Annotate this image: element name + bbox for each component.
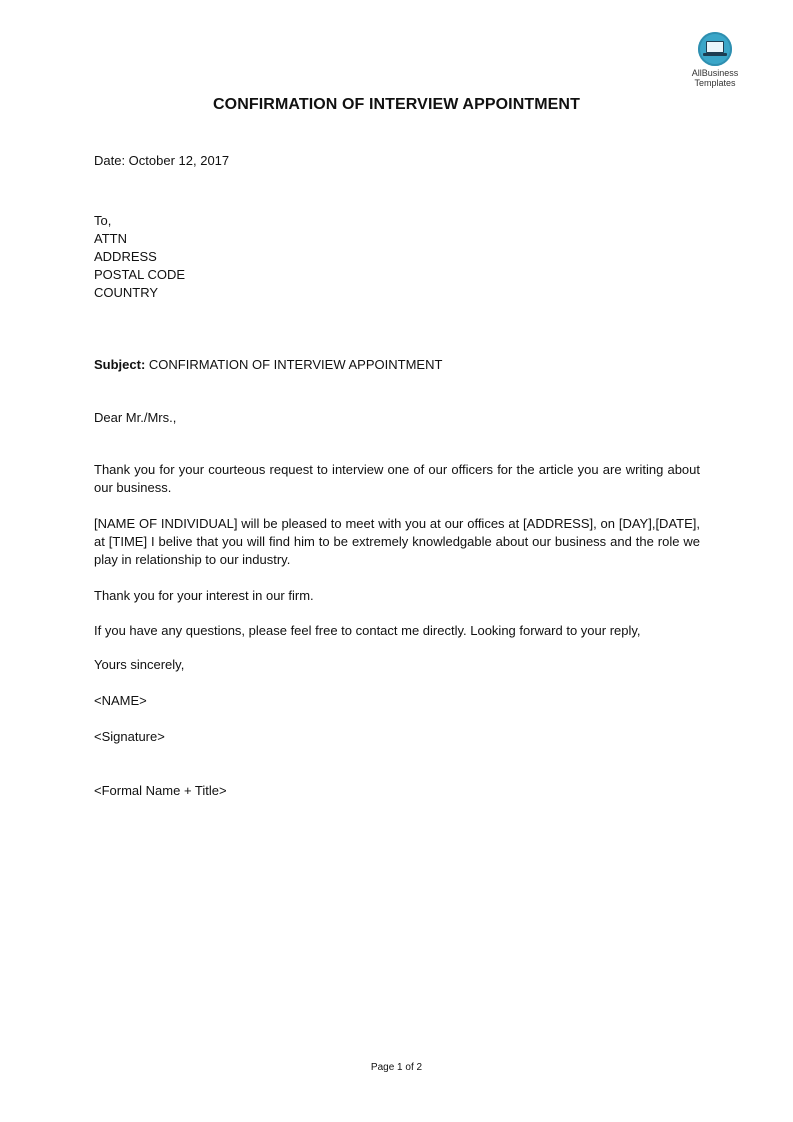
- closing-formal-name-title: <Formal Name + Title>: [94, 783, 227, 798]
- recipient-attn: ATTN: [94, 231, 127, 246]
- date-line: Date: October 12, 2017: [94, 153, 230, 168]
- laptop-icon: [698, 32, 732, 66]
- subject-label: Subject:: [94, 357, 146, 372]
- closing-sincerely: Yours sincerely,: [94, 657, 185, 672]
- brand-logo: [680, 32, 750, 88]
- recipient-postal-code: POSTAL CODE: [94, 267, 186, 282]
- logo-line-2: Templates: [694, 78, 736, 88]
- recipient-address: ADDRESS: [94, 249, 157, 264]
- subject-line: [94, 356, 442, 374]
- body-paragraph-3: Thank you for your interest in our firm.: [94, 588, 314, 603]
- closing-signature: <Signature>: [94, 729, 165, 744]
- recipient-country: COUNTRY: [94, 285, 159, 300]
- body-paragraph-1: Thank you for your courteous request to interview one of our officers for the article you are writing about our business.: [94, 462, 700, 495]
- body-paragraph-2: [NAME OF INDIVIDUAL] will be pleased to meet with you at our offices at [ADDRESS], on [DAY],[DATE], at [TIME] I belive that you will find him to be extremely knowledgable about our business and the role we play in relationship to our industry.: [94, 516, 700, 567]
- body-paragraph-4: If you have any questions, please feel free to contact me directly. Looking forward to your reply,: [94, 623, 641, 638]
- logo-text: [680, 68, 750, 88]
- salutation: Dear Mr./Mrs.,: [94, 410, 177, 425]
- logo-line-1: AllBusiness: [691, 68, 739, 78]
- recipient-to: To,: [94, 213, 112, 228]
- page-number: Page 1 of 2: [370, 1062, 423, 1073]
- document-title: CONFIRMATION OF INTERVIEW APPOINTMENT: [213, 96, 580, 113]
- closing-name: <NAME>: [94, 693, 147, 708]
- subject-text: CONFIRMATION OF INTERVIEW APPOINTMENT: [148, 357, 443, 372]
